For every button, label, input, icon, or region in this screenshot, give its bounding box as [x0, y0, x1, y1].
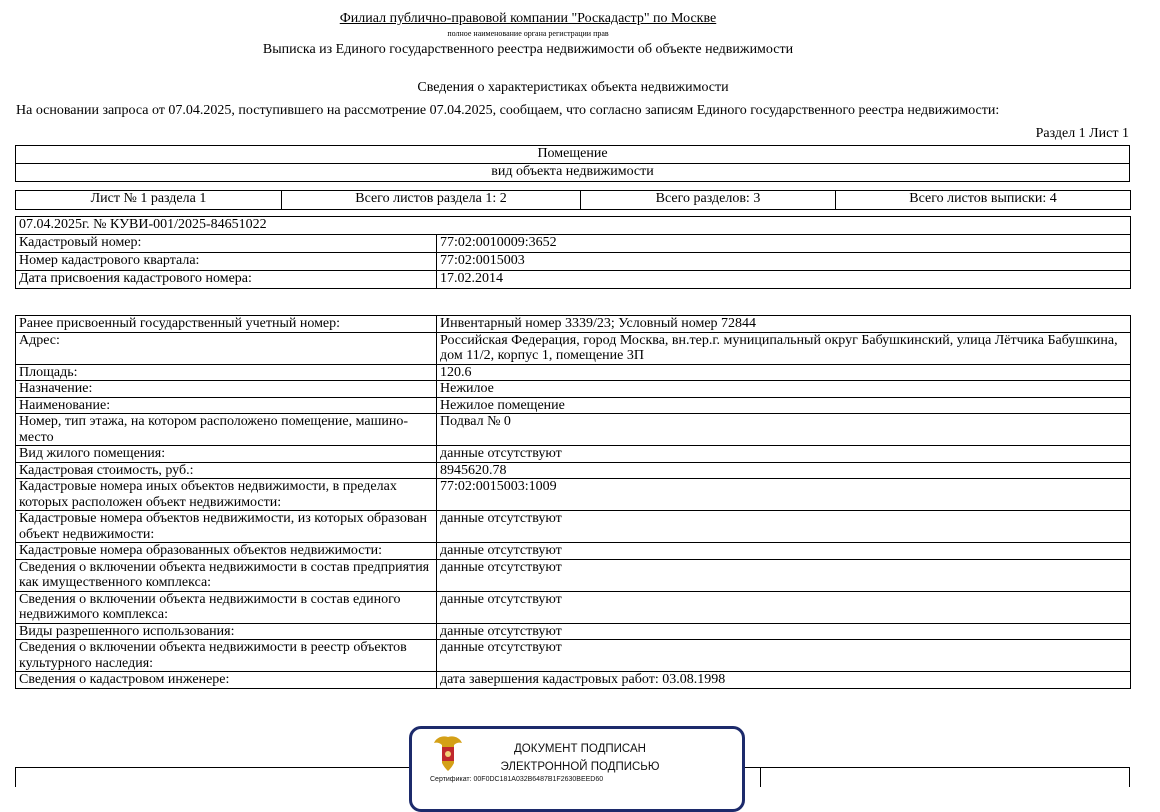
stamp-text — [490, 740, 670, 776]
table-row — [16, 364, 1131, 381]
row-value: данные отсутствуют — [437, 446, 1131, 463]
row-label: Наименование: — [16, 397, 437, 414]
stamp-certificate: Сертификат: 00F0DC181A032B6487B1F2630BEED60 — [430, 776, 604, 783]
next-table-border — [760, 767, 761, 787]
row-label: Кадастровая стоимость, руб.: — [16, 462, 437, 479]
table-row — [16, 316, 1131, 333]
row-value: дата завершения кадастровых работ: 03.08.1998 — [437, 672, 1131, 689]
section-title: Сведения о характеристиках объекта недвижимости — [417, 80, 729, 95]
table-row — [16, 332, 1131, 364]
object-type-table — [15, 145, 1130, 182]
sheet-number: Лист № 1 раздела 1 — [16, 191, 282, 210]
row-label: Дата присвоения кадастрового номера: — [16, 271, 437, 289]
table-row — [16, 462, 1131, 479]
row-value: Нежилое помещение — [437, 397, 1131, 414]
row-label: Ранее присвоенный государственный учетный номер: — [16, 316, 437, 333]
row-value: Подвал № 0 — [437, 414, 1131, 446]
sheets-in-section: Всего листов раздела 1: 2 — [282, 191, 581, 210]
next-table-border — [15, 767, 16, 787]
row-value: Нежилое — [437, 381, 1131, 398]
row-value: 77:02:0010009:3652 — [437, 235, 1131, 253]
section-sheet-label: Раздел 1 Лист 1 — [1035, 126, 1129, 141]
table-row — [16, 511, 1131, 543]
sheets-total: Всего листов выписки: 4 — [836, 191, 1131, 210]
row-value: данные отсутствуют — [437, 591, 1131, 623]
document-title: Выписка из Единого государственного реестра недвижимости об объекте недвижимости — [262, 42, 794, 57]
row-value: Российская Федерация, город Москва, вн.тер.г. муниципальный округ Бабушкинский, улица Лётчика Бабушкина, дом 11/2, корпус 1, помещение 3П — [437, 332, 1131, 364]
stamp-line-1: ДОКУМЕНТ ПОДПИСАН — [514, 743, 646, 755]
table-row — [16, 543, 1131, 560]
row-label: Кадастровый номер: — [16, 235, 437, 253]
row-label: Кадастровые номера объектов недвижимости, из которых образован объект недвижимости: — [16, 511, 437, 543]
basis-text: На основании запроса от 07.04.2025, поступившего на рассмотрение 07.04.2025, сообщаем, что согласно записям Единого государственного реестра недвижимости: — [16, 103, 1000, 118]
row-value: 8945620.78 — [437, 462, 1131, 479]
row-label: Площадь: — [16, 364, 437, 381]
next-table-border — [1129, 767, 1130, 787]
table-row — [16, 672, 1131, 689]
table-row — [16, 397, 1131, 414]
row-value: 120.6 — [437, 364, 1131, 381]
table-row — [16, 381, 1131, 398]
row-value: данные отсутствуют — [437, 640, 1131, 672]
row-value: 77:02:0015003:1009 — [437, 479, 1131, 511]
table-row — [16, 623, 1131, 640]
table-row — [16, 414, 1131, 446]
record-id: 07.04.2025г. № КУВИ-001/2025-84651022 — [16, 217, 1131, 235]
row-label: Номер кадастрового квартала: — [16, 253, 437, 271]
organization-name: Филиал публично-правовой компании "Роскадастр" по Москве — [339, 11, 717, 26]
row-label: Сведения о включении объекта недвижимости в состав предприятия как имущественного комплекса: — [16, 559, 437, 591]
row-value: данные отсутствуют — [437, 511, 1131, 543]
stamp-line-2: ЭЛЕКТРОННОЙ ПОДПИСЬЮ — [500, 761, 660, 773]
sections-total: Всего разделов: 3 — [581, 191, 836, 210]
table-row — [16, 253, 1131, 271]
row-label: Кадастровые номера иных объектов недвижимости, в пределах которых расположен объект недвижимости: — [16, 479, 437, 511]
details-table — [15, 315, 1131, 689]
row-value: 77:02:0015003 — [437, 253, 1131, 271]
table-row — [16, 559, 1131, 591]
row-label: Сведения о включении объекта недвижимости в состав единого недвижимого комплекса: — [16, 591, 437, 623]
row-value: 17.02.2014 — [437, 271, 1131, 289]
row-value: Инвентарный номер 3339/23; Условный номер 72844 — [437, 316, 1131, 333]
row-label: Номер, тип этажа, на котором расположено помещение, машино-место — [16, 414, 437, 446]
row-label: Виды разрешенного использования: — [16, 623, 437, 640]
row-label: Сведения о включении объекта недвижимости в реестр объектов культурного наследия: — [16, 640, 437, 672]
table-row — [16, 235, 1131, 253]
row-label: Кадастровые номера образованных объектов недвижимости: — [16, 543, 437, 560]
row-label: Сведения о кадастровом инженере: — [16, 672, 437, 689]
row-label: Адрес: — [16, 332, 437, 364]
table-row — [16, 479, 1131, 511]
row-label: Вид жилого помещения: — [16, 446, 437, 463]
object-type: Помещение — [16, 146, 1130, 164]
row-value: данные отсутствуют — [437, 543, 1131, 560]
table-row — [16, 591, 1131, 623]
coat-of-arms-icon — [428, 733, 468, 773]
cadastral-table — [15, 216, 1131, 289]
object-type-caption: вид объекта недвижимости — [16, 164, 1130, 182]
table-row — [16, 271, 1131, 289]
table-row — [16, 446, 1131, 463]
table-row — [16, 640, 1131, 672]
row-label: Назначение: — [16, 381, 437, 398]
row-value: данные отсутствуют — [437, 559, 1131, 591]
row-value: данные отсутствуют — [437, 623, 1131, 640]
organization-caption: полное наименование органа регистрации прав — [447, 29, 609, 38]
sheets-table — [15, 190, 1131, 210]
